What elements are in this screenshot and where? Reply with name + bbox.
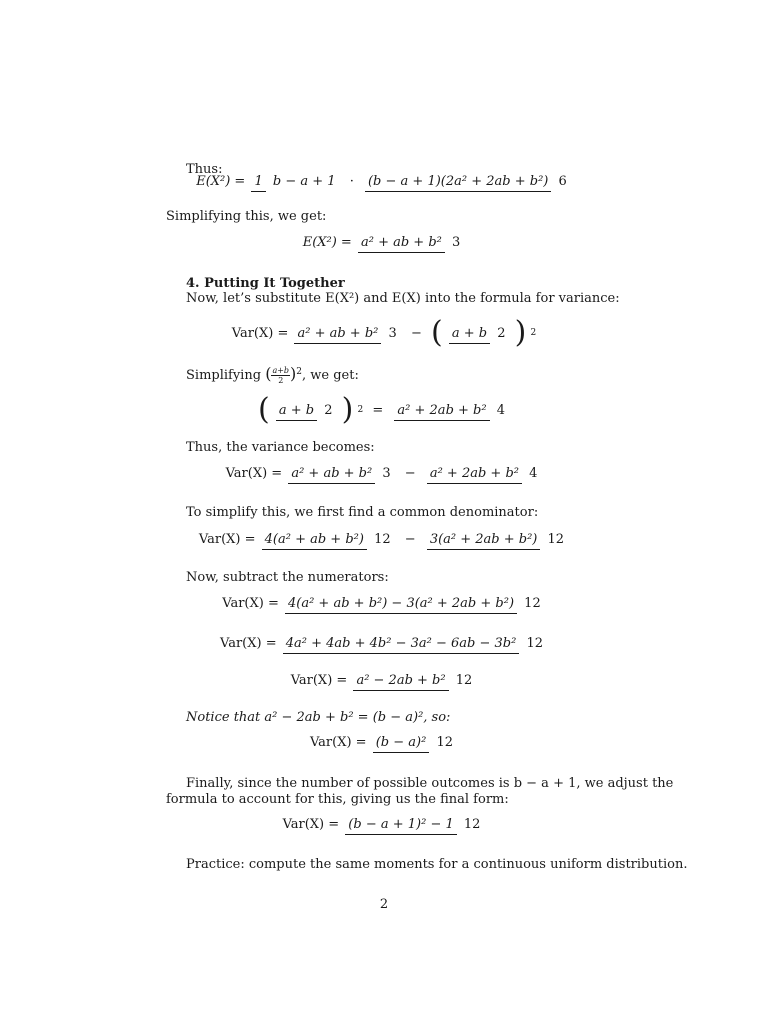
numerator: a² − 2ab + b² (353, 673, 448, 691)
fraction (353, 673, 475, 688)
denominator: 12 (463, 817, 481, 832)
denominator: 12 (547, 532, 565, 547)
text-simplifying-square: Simplifying ( $\frac{a+b}{2}$ )$^2$, we get: (186, 364, 359, 385)
text-fragment: Simplifying (186, 368, 262, 383)
numerator: (b − a)² (373, 735, 430, 753)
numerator: 4(a² + ab + b²) − 3(a² + 2ab + b²) (285, 596, 517, 614)
numerator: 3(a² + 2ab + b²) (427, 532, 541, 550)
equation-expanded-numerators (0, 636, 768, 651)
numerator: a² + ab + b² (358, 235, 445, 253)
equation-variance-difference (0, 466, 768, 481)
numerator: a² + ab + b² (294, 326, 381, 344)
denominator: 12 (455, 673, 473, 688)
text-simplifying: Simplifying this, we get: (166, 209, 327, 224)
numerator: a² + ab + b² (288, 466, 375, 484)
exponent: 2 (530, 328, 537, 338)
denominator: 2 (324, 402, 333, 418)
left-paren: ( (430, 315, 443, 350)
denominator: 2 (278, 376, 284, 385)
equals-operator: = (372, 402, 384, 418)
numerator: 4(a² + ab + b²) (262, 532, 367, 550)
denominator: 12 (436, 735, 453, 750)
minus-operator: − (404, 466, 416, 481)
text-common-denominator: To simplify this, we first find a common denominator: (186, 505, 539, 520)
numerator: a² + 2ab + b² (427, 466, 522, 484)
inline-fraction (271, 366, 290, 385)
fraction (285, 596, 544, 611)
denominator: 3 (388, 325, 397, 341)
text-fragment: , we get: (302, 368, 359, 383)
numerator: a + b (449, 326, 490, 344)
denominator: 12 (524, 596, 541, 611)
denominator: 6 (558, 174, 567, 189)
eq-lhs: E(X²) = (196, 174, 246, 189)
text-finally-line2: formula to account for this, giving us the final form: (166, 792, 509, 807)
numerator: (b − a + 1)² − 1 (345, 817, 456, 835)
equation-final-form (0, 817, 768, 832)
fraction (358, 235, 463, 250)
text-subtract: Now, subtract the numerators: (186, 570, 389, 585)
eq-lhs: Var(X) = (198, 532, 256, 547)
text-practice: Practice: compute the same moments for a continuous uniform distribution. (186, 857, 688, 872)
fraction (427, 466, 541, 481)
denominator: b − a + 1 (272, 174, 336, 189)
eq-lhs: Var(X) = (220, 636, 277, 651)
equation-ex2-expanded (0, 174, 768, 189)
denominator: 12 (526, 636, 543, 651)
fraction (288, 466, 393, 481)
equation-perfect-square (0, 735, 768, 750)
denominator: 4 (529, 466, 538, 481)
fraction (365, 174, 570, 189)
section-heading: 4. Putting It Together (186, 276, 345, 291)
page-number: 2 (379, 897, 389, 912)
fraction (373, 735, 456, 750)
minus-operator: − (410, 325, 422, 341)
equation-common-denominator (0, 532, 768, 547)
fraction (345, 817, 483, 832)
eq-lhs: Var(X) = (290, 673, 348, 688)
text-thus: Thus: (186, 162, 223, 177)
fraction (283, 636, 546, 651)
denominator: 3 (452, 235, 461, 250)
fraction (262, 532, 394, 547)
dot-operator: · (349, 174, 354, 189)
denominator: 4 (496, 402, 505, 418)
equation-subtract-numerators (0, 596, 768, 611)
equation-combined (0, 673, 768, 688)
eq-lhs: Var(X) = (225, 466, 283, 481)
minus-operator: − (404, 532, 416, 547)
text-finally-line1: Finally, since the number of possible outcomes is b − a + 1, we adjust the (186, 776, 674, 791)
denominator: 3 (382, 466, 391, 481)
right-paren: ) (341, 392, 354, 427)
eq-lhs: Var(X) = (282, 817, 340, 832)
numerator: a + b (276, 403, 317, 421)
numerator: (b − a + 1)(2a² + 2ab + b²) (365, 174, 551, 192)
numerator: 1 (251, 174, 265, 192)
equation-square-expansion (0, 392, 768, 427)
equation-ex2-simplified (0, 235, 768, 250)
numerator: a+b (272, 366, 290, 375)
numerator: 4a² + 4ab + 4b² − 3a² − 6ab − 3b² (283, 636, 520, 654)
text-variance-becomes: Thus, the variance becomes: (186, 440, 375, 455)
numerator: a² + 2ab + b² (394, 403, 489, 421)
right-paren: ) (514, 315, 527, 350)
left-paren: ( (257, 392, 270, 427)
fraction (251, 174, 338, 189)
text-substitute: Now, let’s substitute E(X²) and E(X) into the formula for variance: (186, 291, 620, 306)
eq-lhs: E(X²) = (302, 235, 352, 250)
fraction (294, 326, 399, 341)
text-notice: Notice that a² − 2ab + b² = (b − a)², so: (186, 710, 451, 725)
eq-lhs: Var(X) = (309, 735, 367, 750)
eq-lhs: Var(X) = (222, 596, 279, 611)
equation-variance-formula (0, 315, 768, 350)
denominator: 2 (497, 325, 506, 341)
exponent: 2 (357, 405, 364, 415)
fraction (449, 326, 509, 341)
fraction (276, 403, 336, 418)
fraction (427, 532, 567, 547)
denominator: 12 (374, 532, 391, 547)
fraction (394, 403, 508, 418)
eq-lhs: Var(X) = (231, 325, 289, 341)
